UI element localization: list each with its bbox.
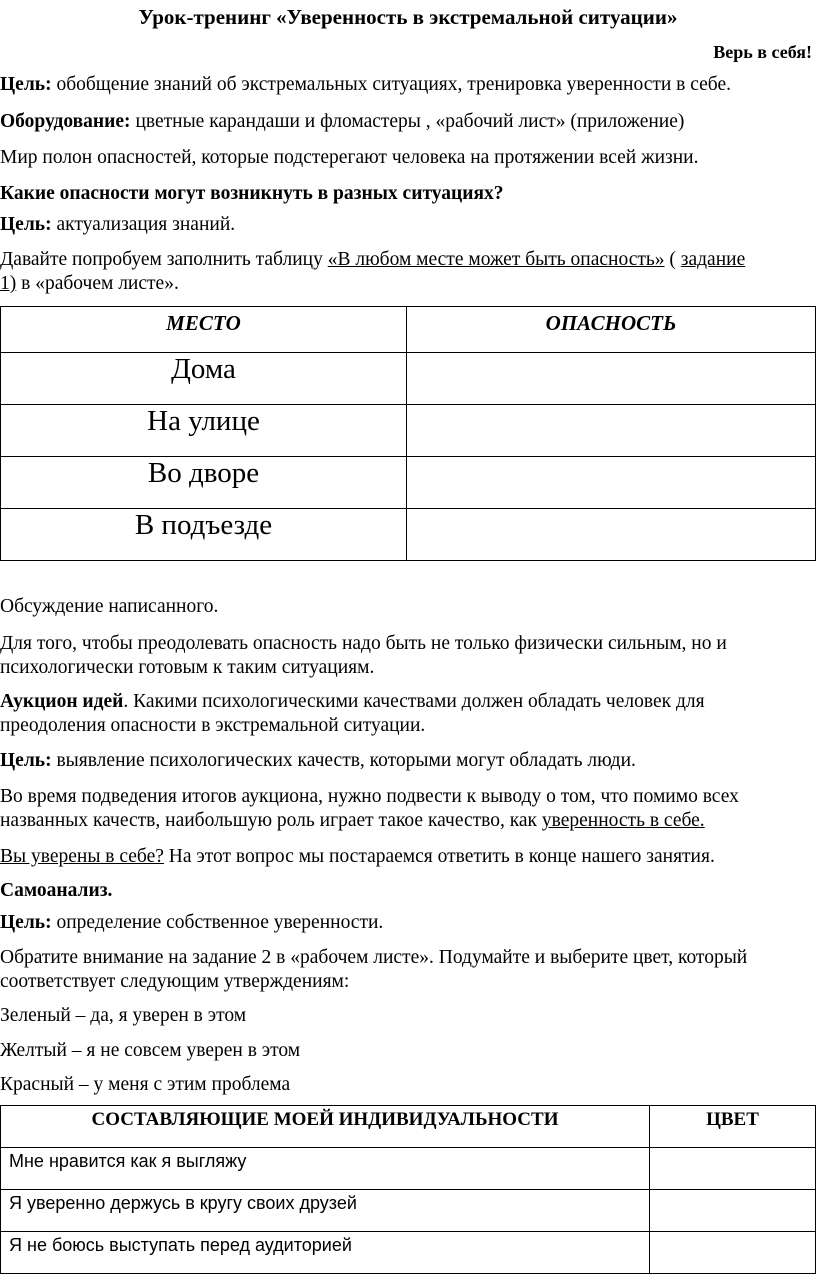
goal-text: актуализация знаний. (51, 214, 236, 235)
equipment-text: цветные карандаши и фломастеры , «рабочий лист» (приложение) (130, 111, 685, 132)
summary-line-2 (0, 809, 812, 833)
goal-label: Цель: (0, 74, 52, 95)
goal-label: Цель: (0, 750, 52, 771)
confidence-link[interactable]: уверенность в себе. (541, 810, 705, 831)
task1-link-number[interactable]: 1) (0, 273, 17, 294)
statement-cell: Мне нравится как я выгляжу (1, 1148, 650, 1190)
color-green-line: Зеленый – да, я уверен в этом (0, 1005, 247, 1026)
overcome-line-1: Для того, чтобы преодолевать опасность надо быть не только физически сильным, но и (0, 633, 727, 654)
goal-label: Цель: (0, 912, 52, 933)
header-danger: ОПАСНОСТЬ (407, 307, 816, 353)
task1-link[interactable]: задание (680, 249, 746, 270)
place-label: В подъезде (134, 509, 273, 541)
place-label: Во дворе (147, 457, 260, 489)
selfanalysis-heading: Самоанализ. (0, 880, 113, 901)
task1-text: в «рабочем листе». (16, 273, 179, 294)
danger-table (0, 306, 816, 561)
goal-paragraph-4 (0, 911, 812, 935)
place-label: Дома (171, 353, 236, 385)
auction-line-2: преодоления опасности в экстремальной ситуации. (0, 715, 426, 736)
goal-label: Цель: (0, 214, 52, 235)
table-row (1, 1190, 816, 1232)
color-cell[interactable] (650, 1148, 816, 1190)
table-title-link[interactable]: «В любом месте может быть опасность» (327, 249, 665, 270)
confident-link[interactable]: Вы уверены в себе? (0, 846, 164, 867)
summary-line-1: Во время подведения итогов аукциона, нужно подвести к выводу о том, что помимо всех (0, 786, 739, 807)
danger-cell[interactable] (407, 509, 816, 561)
place-cell (1, 353, 407, 405)
table-header-row (1, 1106, 816, 1148)
danger-cell[interactable] (407, 405, 816, 457)
table-row (1, 353, 816, 405)
header-color: ЦВЕТ (650, 1106, 816, 1148)
color-red-line: Красный – у меня с этим проблема (0, 1074, 291, 1095)
goal-text: выявление психологических качеств, которыми могут обладать люди. (51, 750, 636, 771)
color-cell[interactable] (650, 1232, 816, 1274)
table-row (1, 509, 816, 561)
statement-cell: Я уверенно держусь в кругу своих друзей (1, 1190, 650, 1232)
goal-paragraph-2 (0, 213, 812, 237)
equipment-paragraph (0, 110, 812, 134)
table-row (1, 457, 816, 509)
header-components: СОСТАВЛЯЮЩИЕ МОЕЙ ИНДИВИДУАЛЬНОСТИ (1, 1106, 650, 1148)
header-place: МЕСТО (1, 307, 407, 353)
danger-cell[interactable] (407, 457, 816, 509)
place-cell (1, 509, 407, 561)
goal-paragraph-1 (0, 73, 812, 97)
table-row (1, 405, 816, 457)
color-cell[interactable] (650, 1190, 816, 1232)
task1-paragraph-line2 (0, 272, 812, 296)
overcome-line-2: психологически готовым к таким ситуациям. (0, 657, 375, 678)
danger-cell[interactable] (407, 353, 816, 405)
table-header-row (1, 307, 816, 353)
summary-text: названных качеств, наибольшую роль играет такое качество, как (0, 810, 542, 831)
table-row (1, 1232, 816, 1274)
auction-line-1 (0, 690, 812, 714)
place-cell (1, 457, 407, 509)
goal-paragraph-3 (0, 749, 812, 773)
confident-paragraph (0, 845, 812, 869)
individuality-table (0, 1105, 816, 1274)
goal-text: определение собственное уверенности. (51, 912, 384, 933)
intro-paragraph: Мир полон опасностей, которые подстерегают человека на протяжении всей жизни. (0, 147, 699, 168)
task1-text: Давайте попробуем заполнить таблицу (0, 249, 328, 270)
place-cell (1, 405, 407, 457)
auction-text: . Какими психологическими качествами должен обладать человек для (123, 691, 705, 712)
table-row (1, 1148, 816, 1190)
goal-text: обобщение знаний об экстремальных ситуациях, тренировка уверенности в себе. (51, 74, 732, 95)
question-heading: Какие опасности могут возникнуть в разных ситуациях? (0, 183, 504, 204)
task1-paragraph (0, 248, 812, 272)
auction-label: Аукцион идей (0, 691, 124, 712)
equipment-label: Оборудование: (0, 111, 131, 132)
place-label: На улице (147, 405, 260, 437)
color-yellow-line: Желтый – я не совсем уверен в этом (0, 1040, 301, 1061)
motto: Верь в себя! (713, 42, 812, 62)
task1-text: ( (664, 249, 681, 270)
task2-line-1: Обратите внимание на задание 2 в «рабочем листе». Подумайте и выберите цвет, который (0, 947, 748, 968)
page-title: Урок-тренинг «Уверенность в экстремальной ситуации» (138, 5, 678, 29)
task2-line-2: соответствует следующим утверждениям: (0, 971, 350, 992)
confident-text: На этот вопрос мы постараемся ответить в конце нашего занятия. (163, 846, 715, 867)
discussion-paragraph: Обсуждение написанного. (0, 596, 219, 617)
statement-cell: Я не боюсь выступать перед аудиторией (1, 1232, 650, 1274)
